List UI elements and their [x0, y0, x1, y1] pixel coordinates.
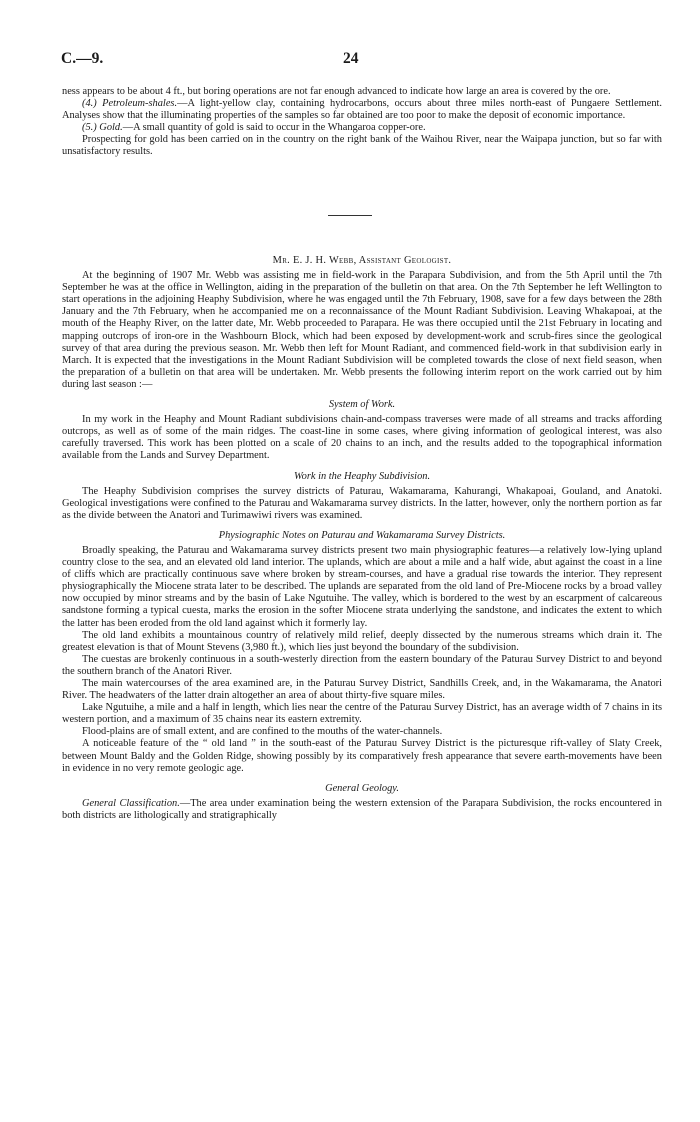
- paragraph-petroleum-shales: [62, 98, 662, 122]
- paragraph-prospecting: Prospecting for gold has been carried on in the country on the right bank of the Waihou River, near the Waipapa junction, but so far with unsatisfactory results.: [62, 134, 662, 158]
- paragraph-general-classification: [62, 798, 662, 822]
- petroleum-shales-label: (4.) Petroleum-shales.: [82, 98, 178, 110]
- paragraph-watercourses: The main watercourses of the area examined are, in the Paturau Survey District, Sandhills Creek, and, in the Wakamarama, the Anatori River. The headwaters of the latter drain altogether an area of about thirty-five square miles.: [62, 678, 662, 702]
- top-section: [62, 86, 662, 159]
- heading-physiographic-notes: Physiographic Notes on Paturau and Wakamarama Survey Districts.: [218, 529, 506, 541]
- paragraph-lake-ngutuihe: Lake Ngutuihe, a mile and a half in length, which lies near the centre of the Paturau Survey District, has an average width of 7 chains in its western portion, and a maximum of 35 chains near its eastern extremity.: [62, 702, 662, 726]
- paragraph-ore-size: ness appears to be about 4 ft., but boring operations are not far enough advanced to indicate how large an area is covered by the ore.: [62, 86, 611, 97]
- heading-general-geology: General Geology.: [325, 782, 399, 794]
- section-heading-webb: Mr. E. J. H. Webb, Assistant Geologist.: [272, 255, 452, 266]
- webb-report: [62, 255, 662, 822]
- general-classification-label: General Classification.: [82, 797, 180, 809]
- general-classification-text: —The area under examination being the western extension of the Parapara Subdivision, the rocks encountered in both districts are lithologically and stratigraphically: [62, 797, 662, 821]
- paragraph-system-of-work: In my work in the Heaphy and Mount Radiant subdivisions chain-and-compass traverses were made of all streams and tracks affording outcrops, as well as of some of the main ridges. The coast-line in some cases, where giving information of geological interest, was also carefully traversed. This work has been plotted on a scale of 20 chains to an inch, and the results added to the topographical information available from the Lands and Survey Department.: [62, 414, 662, 462]
- paragraph-rift-valley: A noticeable feature of the “ old land ” in the south-east of the Paturau Survey District is the picturesque rift-valley of Slaty Creek, between Mount Baldy and the Golden Ridge, showing possibly by its comparatively fresh appearance that severe earth-movements have been in evidence in no very remote geologic age.: [62, 738, 662, 774]
- petroleum-shales-text: —A light-yellow clay, containing hydrocarbons, occurs about three miles north-east of Pungaere Settlement. Analyses show that the illuminating properties of the samples so far obtained are too poor to make the deposit of economic importance.: [62, 98, 662, 122]
- paragraph-flood-plains: Flood-plains are of small extent, and are confined to the mouths of the water-channels.: [82, 726, 443, 738]
- page-number: 24: [343, 50, 359, 67]
- gold-text: —A small quantity of gold is said to occur in the Whangaroa copper-ore.: [122, 122, 426, 134]
- paragraph-physiographic-features: Broadly speaking, the Paturau and Wakamarama survey districts present two main physiographic features—a relatively low-lying upland country close to the sea, and an elevated old land interior. The uplands, which are about a mile and a half wide, abut against the coast in a line of cliffs which are practically continuous save where broken by stream-courses, and have a gradual rise towards the interior. They represent physiographically the Miocene strata later to be described. The uplands are separated from the old land of Pre-Miocene rocks by a broad valley now occupied by minor streams and by the basin of Lake Ngutuihe. The valley, which is bordered to the west by an escarpment of calcareous sandstone forming a typical cuesta, marks the erosion in the softer Miocene strata underlying the sandstone, and indicates the extent to which the latter has been eroded from the old land against which it formerly lay.: [62, 544, 662, 629]
- heading-heaphy-subdivision: Work in the Heaphy Subdivision.: [293, 470, 431, 482]
- paragraph-gold: [62, 122, 662, 134]
- heading-system-of-work: System of Work.: [328, 399, 396, 411]
- report-code: C.—9.: [61, 50, 104, 67]
- paragraph-heaphy-subdivision: The Heaphy Subdivision comprises the survey districts of Paturau, Wakamarama, Kahurangi, Whakapoai, Gouland, and Anatoki. Geological investigations were confined to the Paturau and Wakamarama survey districts. In the latter, however, only the northern portion as far as the divide between the Anatori and Turimawiwi rivers was examined.: [62, 485, 662, 521]
- gold-label: (5.) Gold.: [82, 122, 123, 134]
- paragraph-cuestas: The cuestas are brokenly continuous in a south-westerly direction from the eastern boundary of the Paturau Survey District to and beyond the southern branch of the Anatori River.: [62, 653, 662, 677]
- paragraph-old-land: The old land exhibits a mountainous country of relatively mild relief, deeply dissected by the numerous streams which drain it. The greatest elevation is that of Mount Stevens (3,980 ft.), which lies just beyond the boundary of the subdivision.: [62, 629, 662, 653]
- paragraph-webb-intro: At the beginning of 1907 Mr. Webb was assisting me in field-work in the Parapara Subdivision, and from the 5th April until the 7th September he was at the office in Wellington, aiding in the preparation of the bulletin on that area. On the 7th September he left Wellington to start operations in the adjoining Heaphy Subdivision, where he was engaged until the 7th February, 1908, save for a few days between the 28th January and the 7th February, when he accompanied me on a reconnaissance of the Mount Radiant Subdivision. Leaving Whakapoai, at the mouth of the Heaphy River, on the latter date, Mr. Webb proceeded to Parapara. He was there occupied until the 21st February in locating and mapping outcrops of iron-ore in the Washbourn Block, which had been exposed by development-work and scrub-fires since the geological survey of that area during the previous season. Mr. Webb then left for Mount Radiant, and commenced field-work in that subdivision early in March. It is expected that the investigations in the Mount Radiant Subdivision will be completed towards the close of next field season, when the preparation of a bulletin on that area will be undertaken. Mr. Webb presents the following interim report on the work carried out by him during last season :—: [62, 270, 662, 390]
- section-divider: [0, 215, 700, 216]
